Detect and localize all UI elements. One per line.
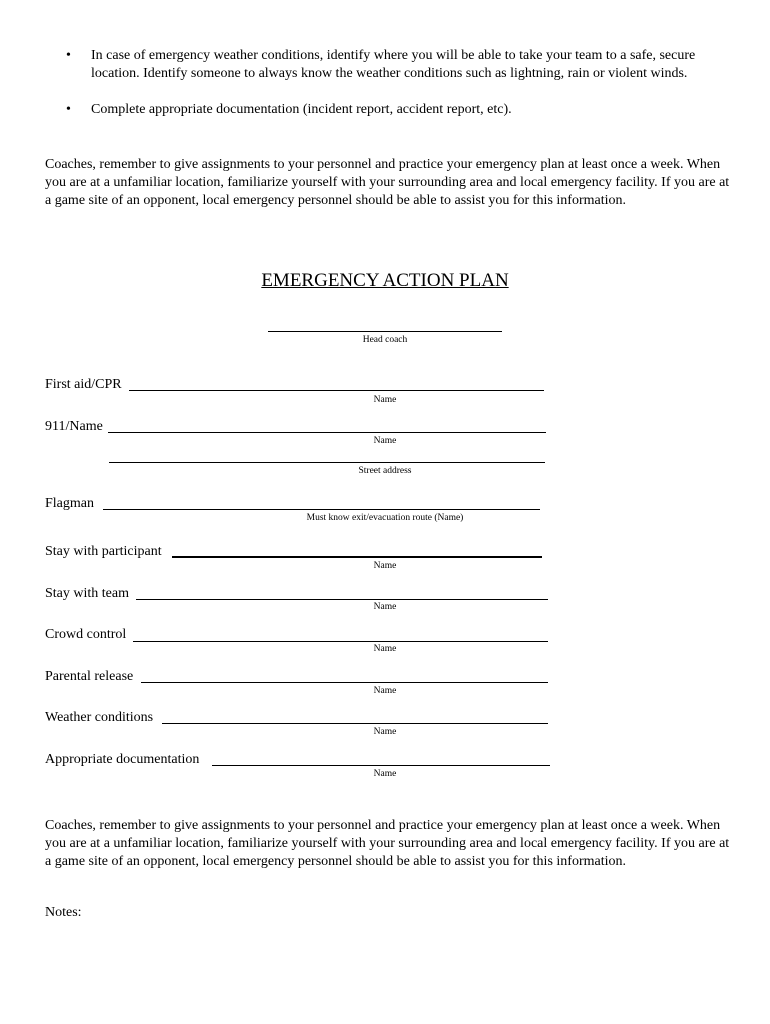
bullet-list — [66, 47, 706, 119]
stay-team-label: Stay with team — [45, 586, 129, 601]
stay-team-caption: Name — [373, 602, 397, 612]
stay-participant-caption: Name — [373, 561, 397, 571]
bullet-icon: • — [66, 48, 71, 63]
parental-release-label: Parental release — [45, 669, 134, 684]
page-title: EMERGENCY ACTION PLAN — [261, 270, 509, 291]
closing-paragraph: Coaches, remember to give assignments to your personnel and practice your emergency plan at least once a week. When you are at a unfamiliar location, familiarize yourself with your surrounding area and local emergency facility. If you are at a game site of an opponent, local emergency personnel should be able to assist you for this information. — [45, 818, 730, 869]
first-aid-label: First aid/CPR — [45, 377, 122, 392]
stay-participant-label: Stay with participant — [45, 544, 162, 559]
nine-one-one-label: 911/Name — [45, 419, 103, 434]
list-item — [66, 47, 706, 83]
bullet-text: Complete appropriate documentation (incident report, accident report, etc). — [91, 102, 512, 117]
parental-release-line[interactable] — [141, 682, 548, 683]
weather-conditions-caption: Name — [373, 727, 397, 737]
flagman-caption: Must know exit/evacuation route (Name) — [306, 513, 464, 523]
intro-paragraph: Coaches, remember to give assignments to your personnel and practice your emergency plan at least once a week. When you are at a unfamiliar location, familiarize yourself with your surrounding area and local emergency facility. If you are at a game site of an opponent, local emergency personnel should be able to assist you for this information. — [45, 157, 730, 208]
stay-participant-line[interactable] — [172, 556, 542, 558]
street-address-caption: Street address — [358, 466, 412, 476]
weather-conditions-label: Weather conditions — [45, 710, 154, 725]
bullet-text: In case of emergency weather conditions, identify where you will be able to take your team to a safe, secure location. Identify someone to always know the weather conditions such as lightning, rain or violent winds. — [91, 48, 696, 81]
nine-one-one-line[interactable] — [108, 432, 546, 433]
flagman-line[interactable] — [103, 509, 540, 510]
nine-one-one-caption: Name — [373, 436, 397, 446]
stay-team-line[interactable] — [136, 599, 548, 600]
first-aid-line[interactable] — [129, 390, 544, 391]
documentation-caption: Name — [373, 769, 397, 779]
list-item — [66, 101, 706, 119]
head-coach-caption: Head coach — [362, 335, 408, 345]
first-aid-caption: Name — [373, 395, 397, 405]
crowd-control-label: Crowd control — [45, 627, 127, 642]
notes-label: Notes: — [45, 905, 82, 920]
bullet-icon: • — [66, 102, 71, 117]
street-address-line[interactable] — [109, 462, 545, 463]
weather-conditions-line[interactable] — [162, 723, 548, 724]
crowd-control-line[interactable] — [133, 641, 548, 642]
documentation-line[interactable] — [212, 765, 550, 766]
documentation-label: Appropriate documentation — [45, 752, 200, 767]
head-coach-line[interactable] — [268, 331, 502, 332]
flagman-label: Flagman — [45, 496, 94, 511]
parental-release-caption: Name — [373, 686, 397, 696]
crowd-control-caption: Name — [373, 644, 397, 654]
